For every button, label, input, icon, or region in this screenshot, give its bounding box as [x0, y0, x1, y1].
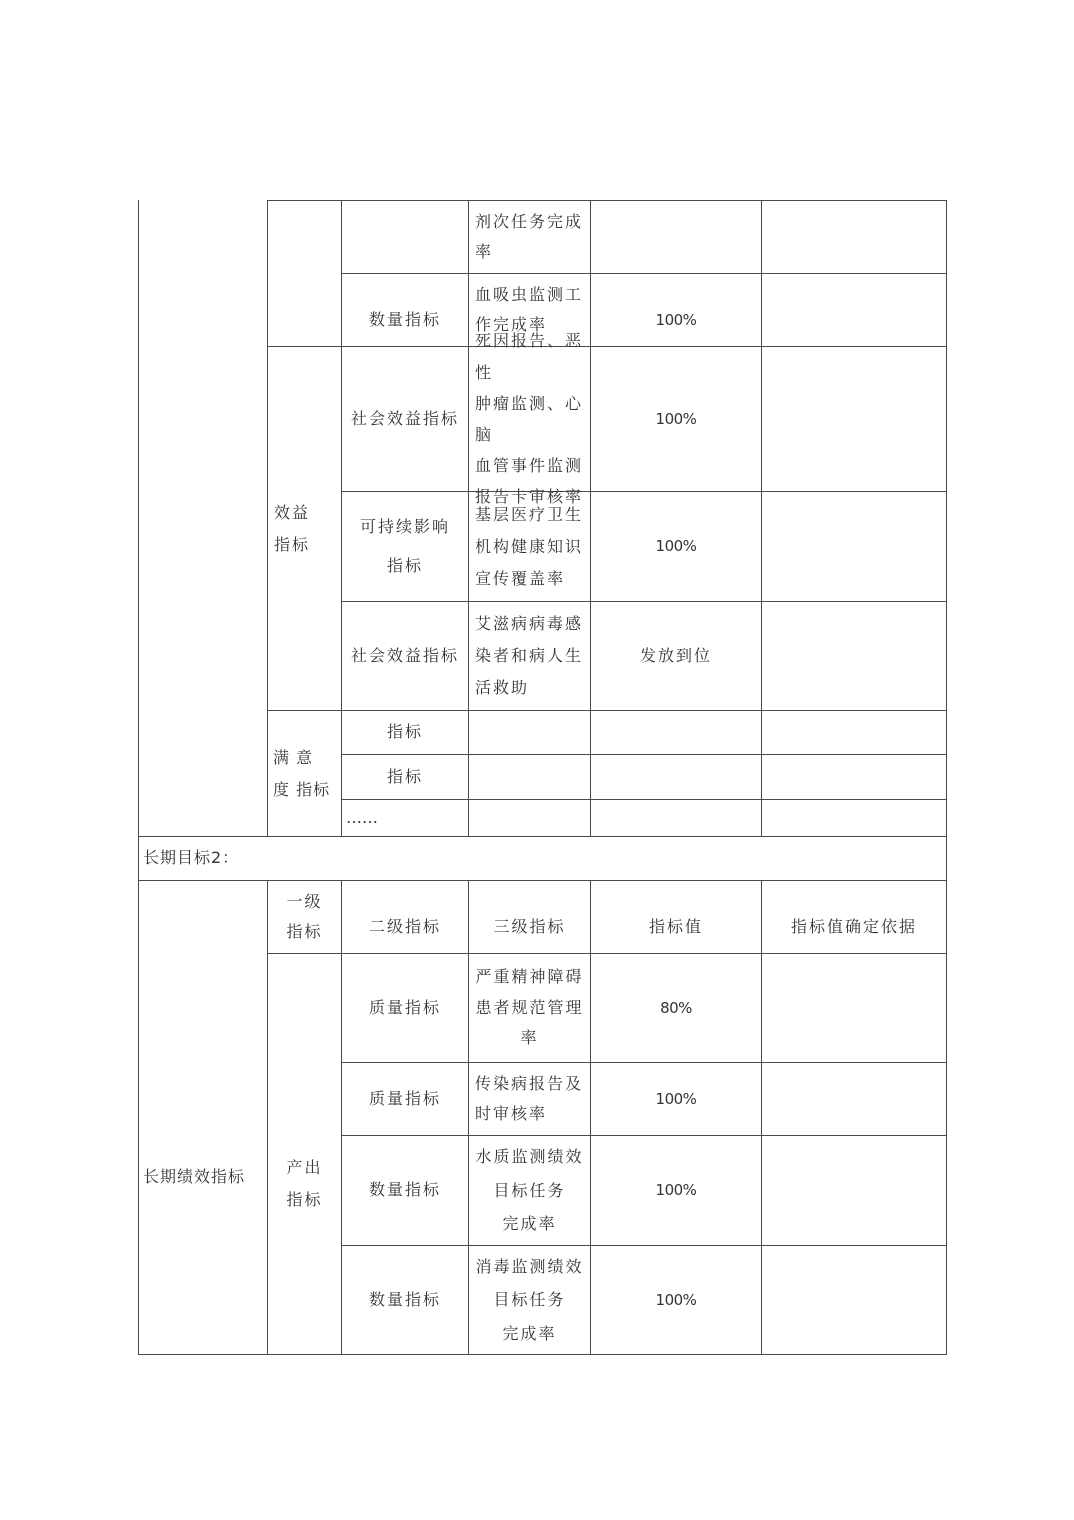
level2-cell: [342, 347, 468, 491]
indicator-cell: [469, 1063, 590, 1135]
level2-text: 数量指标: [368, 1289, 441, 1309]
value-text: 100%: [655, 537, 697, 556]
level2-text: 可持续影响 指标: [359, 517, 450, 575]
value-cell: [591, 1136, 761, 1245]
level1-satisfaction-text: 满 意 度 指标: [273, 747, 331, 799]
header-value: 指标值: [648, 916, 703, 936]
value-text: 100%: [655, 409, 697, 428]
value-text: 发放到位: [639, 645, 712, 665]
level2-cell: [342, 492, 468, 601]
indicator-cell: [469, 954, 590, 1062]
indicator-cell: [469, 1136, 590, 1245]
header-level2: 二级指标: [368, 916, 441, 936]
level2-text: 指标: [386, 766, 423, 786]
level2-text: 数量指标: [368, 309, 441, 329]
indicator-text: 基层医疗卫生 机构健康知识 宣传覆盖率: [475, 504, 584, 588]
value-cell: [591, 274, 761, 346]
value-cell: [591, 602, 761, 710]
ellipsis-cell: [342, 800, 468, 836]
value-cell: [591, 954, 761, 1062]
indicator-cell: [469, 331, 590, 507]
value-text: 80%: [660, 998, 692, 1017]
level2-text: 数量指标: [368, 1180, 441, 1200]
level2-text: 社会效益指标: [350, 408, 459, 428]
level2-text: 指标: [386, 722, 423, 742]
long-term-label-cell: [139, 881, 267, 1354]
level2-text: 质量指标: [368, 1088, 441, 1108]
indicator-cell: [469, 492, 590, 601]
header-level3: 三级指标: [493, 916, 566, 936]
value-cell: [591, 492, 761, 601]
indicator-cell: [469, 201, 590, 273]
indicator-text: 血吸虫监测工 作完成率: [475, 284, 584, 334]
level2-cell: [342, 602, 468, 710]
header-level3-cell: [469, 881, 590, 953]
level1-output-cell: [268, 954, 341, 1354]
header-basis: 指标值确定依据: [790, 916, 917, 936]
value-cell: [591, 1063, 761, 1135]
indicator-text: 水质监测绩效 目标任务 完成率: [475, 1147, 584, 1234]
value-text: 100%: [655, 1290, 697, 1309]
value-text: 100%: [655, 1089, 697, 1108]
header-level1-cell: [268, 881, 341, 953]
ellipsis-text: ……: [346, 807, 378, 827]
header-value-cell: [591, 881, 761, 953]
value-text: 100%: [655, 310, 697, 329]
level2-cell: [342, 711, 468, 754]
level1-satisfaction-cell: [268, 711, 341, 836]
indicator-cell: [469, 602, 590, 710]
table-rule: [267, 200, 947, 201]
level2-cell: [342, 1246, 468, 1354]
level2-cell: [342, 274, 468, 346]
indicator-text: 艾滋病病毒感 染者和病人生 活救助: [475, 614, 584, 697]
table-rule: [138, 1354, 947, 1355]
indicator-cell: [469, 1246, 590, 1354]
level2-cell: [342, 1063, 468, 1135]
level1-benefit-cell: [268, 347, 341, 710]
header-level1: 一级 指标: [286, 891, 323, 941]
indicator-text: 传染病报告及 时审核率: [475, 1073, 584, 1123]
value-text: 100%: [655, 1181, 697, 1200]
level2-cell: [342, 954, 468, 1062]
indicator-text: 消毒监测绩效 目标任务 完成率: [475, 1256, 584, 1343]
level2-cell: [342, 755, 468, 799]
value-cell: [591, 1246, 761, 1354]
indicator-text: 死因报告、恶性 肿瘤监测、心脑 血管事件监测 报告卡审核率: [475, 331, 584, 507]
level2-text: 质量指标: [368, 997, 441, 1017]
header-basis-cell: [762, 881, 946, 953]
goal2-label: 长期目标2：: [143, 848, 240, 868]
level1-output-text: 产出 指标: [286, 1158, 323, 1209]
level2-text: 社会效益指标: [350, 645, 459, 665]
indicator-text: 剂次任务完成 率: [475, 211, 584, 261]
table-rule: [761, 200, 762, 837]
level2-cell: [342, 1136, 468, 1245]
header-level2-cell: [342, 881, 468, 953]
table-rule: [946, 200, 947, 1355]
value-cell: [591, 347, 761, 491]
indicator-text: 严重精神障碍 患者规范管理 率: [475, 967, 584, 1048]
level1-benefit-text: 效益 指标: [274, 502, 311, 554]
goal2-label-cell: [139, 837, 267, 880]
long-term-label: 长期绩效指标: [143, 1167, 246, 1187]
